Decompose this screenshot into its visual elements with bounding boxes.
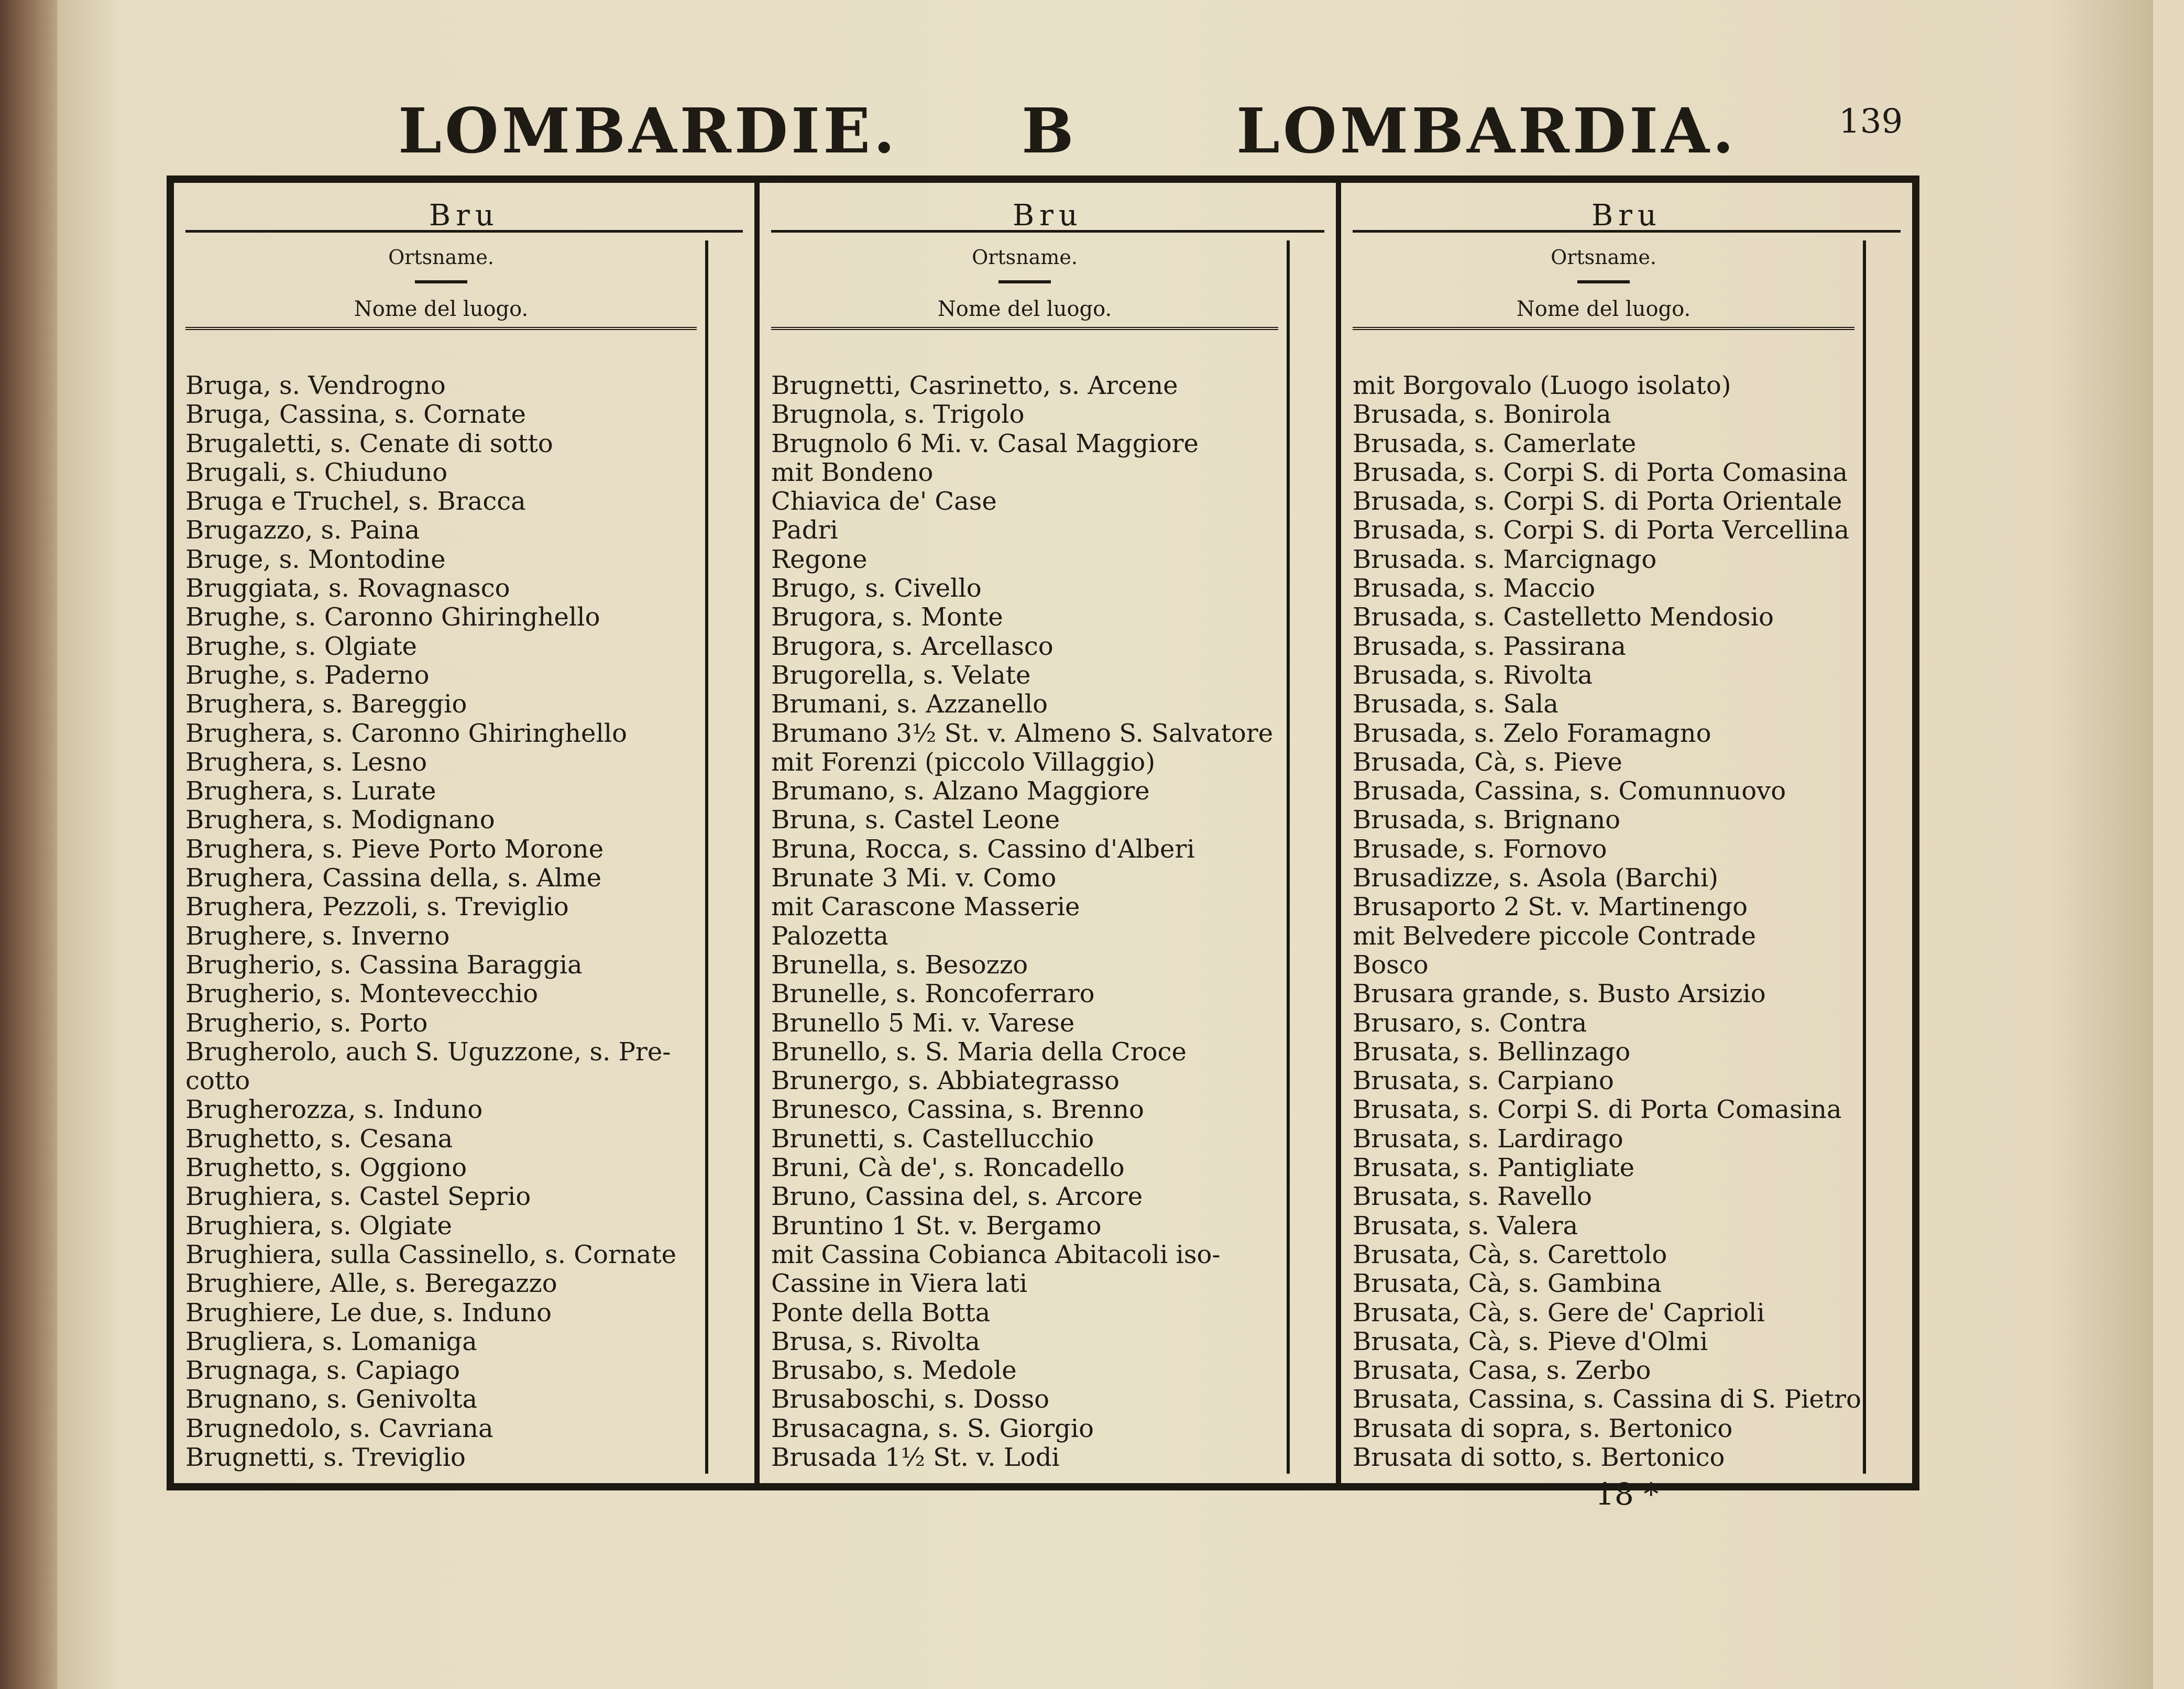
- list-item: mit Belvedere piccole Contrade: [1353, 921, 1756, 951]
- list-item: Brusada, s. Castelletto Mendosio: [1353, 602, 1774, 632]
- list-item: Brughera, Pezzoli, s. Treviglio: [185, 892, 569, 922]
- list-item: Padri: [771, 516, 838, 545]
- list-item: Brusata, Cassina, s. Cassina di S. Pietro: [1353, 1385, 1861, 1414]
- nome-label: Nome del luogo.: [937, 297, 1112, 321]
- list-item: Brughera, s. Pieve Porto Morone: [185, 834, 604, 864]
- list-item: Brusata, s. Valera: [1353, 1211, 1578, 1241]
- list-item: Brughiera, s. Olgiate: [185, 1211, 452, 1241]
- list-item: Brughe, s. Paderno: [185, 660, 430, 690]
- list-item: Bruga, Cassina, s. Cornate: [185, 400, 526, 430]
- list-item: Brughe, s. Olgiate: [185, 631, 417, 661]
- list-item: mit Carascone Masserie: [771, 892, 1080, 922]
- list-item: Brusata, s. Lardirago: [1353, 1124, 1623, 1154]
- list-item: Brusade, s. Fornovo: [1353, 834, 1607, 864]
- list-item: Brumano, s. Alzano Maggiore: [771, 776, 1150, 806]
- list-item: Bruna, s. Castel Leone: [771, 805, 1060, 835]
- list-item: Brusaboschi, s. Dosso: [771, 1385, 1049, 1414]
- list-item: Brugherozza, s. Induno: [185, 1095, 483, 1125]
- column-subhead: [1353, 240, 1854, 330]
- list-item: Brusaro, s. Contra: [1353, 1008, 1587, 1038]
- list-item: Brusata, Cà, s. Pieve d'Olmi: [1353, 1326, 1708, 1356]
- list-item: Brusada, s. Rivolta: [1353, 660, 1593, 690]
- list-item: Brusada, s. Camerlate: [1353, 429, 1637, 458]
- list-item: Brughera, s. Modignano: [185, 805, 495, 835]
- list-item: Bruga, s. Vendrogno: [185, 371, 446, 400]
- ortsname-label: Ortsname.: [388, 246, 494, 269]
- list-item: Cassine in Viera lati: [771, 1269, 1028, 1299]
- list-item: Brusa, s. Rivolta: [771, 1326, 980, 1356]
- list-item: Brunello, s. S. Maria della Croce: [771, 1037, 1187, 1067]
- list-item: Brusada, Cassina, s. Comunnuovo: [1353, 776, 1786, 806]
- list-item: Brugnetti, Casrinetto, s. Arcene: [771, 371, 1178, 400]
- column-2: [754, 183, 1336, 1483]
- nome-label: Nome del luogo.: [354, 297, 529, 321]
- list-item: cotto: [185, 1066, 250, 1096]
- list-item: Brusata, s. Corpi S. di Porta Comasina: [1353, 1095, 1842, 1125]
- list-item: Brusada, s. Bonirola: [1353, 400, 1611, 430]
- header-letter: B: [1022, 94, 1077, 167]
- list-item: Brusata, s. Bellinzago: [1353, 1037, 1631, 1067]
- list-item: Brumano 3½ St. v. Almeno S. Salvatore: [771, 718, 1274, 748]
- list-item: Bruge, s. Montodine: [185, 544, 446, 574]
- list-item: Brusara grande, s. Busto Arsizio: [1353, 979, 1766, 1009]
- column-3: [1336, 183, 1912, 1483]
- list-item: mit Cassina Cobianca Abitacoli iso-: [771, 1240, 1221, 1269]
- column-head: Bru: [185, 199, 743, 233]
- list-item: Brughiere, Alle, s. Beregazzo: [185, 1269, 557, 1299]
- ortsname-label: Ortsname.: [972, 246, 1078, 269]
- list-item: Brugnaga, s. Capiago: [185, 1356, 460, 1386]
- column-1: [174, 183, 754, 1483]
- list-item: Brusata di sotto, s. Bertonico: [1353, 1442, 1725, 1472]
- entry-list: [1353, 371, 1901, 1472]
- list-item: Brugazzo, s. Paina: [185, 516, 420, 545]
- list-item: Regone: [771, 544, 868, 574]
- list-item: Brugnano, s. Genivolta: [185, 1385, 478, 1414]
- header-left-title: LOMBARDIE.: [398, 94, 898, 167]
- list-item: Brunesco, Cassina, s. Brenno: [771, 1095, 1144, 1125]
- list-item: Brugnola, s. Trigolo: [771, 400, 1025, 430]
- list-item: Brughiera, s. Castel Seprio: [185, 1182, 531, 1212]
- list-item: Brughetto, s. Oggiono: [185, 1153, 467, 1183]
- list-item: Brugherio, s. Cassina Baraggia: [185, 950, 583, 980]
- list-item: Bruna, Rocca, s. Cassino d'Alberi: [771, 834, 1195, 864]
- list-item: Brusacagna, s. S. Giorgio: [771, 1413, 1094, 1443]
- list-item: Brusata, Cà, s. Gambina: [1353, 1269, 1662, 1299]
- list-item: Brusada, s. Corpi S. di Porta Orientale: [1353, 487, 1842, 517]
- list-item: Ponte della Botta: [771, 1298, 991, 1328]
- list-item: Brughere, s. Inverno: [185, 921, 450, 951]
- list-item: Brusabo, s. Medole: [771, 1356, 1017, 1386]
- list-item: Brusata, Casa, s. Zerbo: [1353, 1356, 1651, 1386]
- header-right-title: LOMBARDIA.: [1236, 94, 1737, 167]
- table-frame: [167, 176, 1919, 1490]
- column-head: Bru: [1353, 199, 1901, 233]
- signature-mark: 18 *: [1595, 1476, 1659, 1512]
- list-item: Palozetta: [771, 921, 888, 951]
- list-item: Brugliera, s. Lomaniga: [185, 1326, 477, 1356]
- list-item: mit Borgovalo (Luogo isolato): [1353, 371, 1731, 400]
- list-item: Brusada, s. Brignano: [1353, 805, 1621, 835]
- list-item: Brunergo, s. Abbiategrasso: [771, 1066, 1120, 1096]
- list-item: Brughera, s. Lurate: [185, 776, 436, 806]
- list-item: Brugo, s. Civello: [771, 574, 982, 604]
- list-item: Brughiere, Le due, s. Induno: [185, 1298, 552, 1328]
- list-item: Brusata di sopra, s. Bertonico: [1353, 1413, 1733, 1443]
- list-item: Brunelle, s. Roncoferraro: [771, 979, 1095, 1009]
- book-binding: [0, 0, 65, 1689]
- list-item: Brumani, s. Azzanello: [771, 689, 1048, 719]
- subhead-rule: [415, 280, 467, 283]
- list-item: Brusada, s. Sala: [1353, 689, 1559, 719]
- list-item: Brusata, s. Carpiano: [1353, 1066, 1614, 1096]
- list-item: Brughera, s. Caronno Ghiringhello: [185, 718, 628, 748]
- list-item: Brusada, Cà, s. Pieve: [1353, 747, 1622, 777]
- list-item: Brughiera, sulla Cassinello, s. Cornate: [185, 1240, 677, 1269]
- list-item: Brugnedolo, s. Cavriana: [185, 1413, 493, 1443]
- column-subhead: [185, 240, 697, 330]
- list-item: Brunate 3 Mi. v. Como: [771, 863, 1057, 893]
- nome-label: Nome del luogo.: [1516, 297, 1691, 321]
- list-item: Brugali, s. Chiuduno: [185, 457, 448, 487]
- list-item: Brusada. s. Marcignago: [1353, 544, 1657, 574]
- list-item: Brusada, s. Corpi S. di Porta Comasina: [1353, 457, 1848, 487]
- list-item: Brugherio, s. Porto: [185, 1008, 428, 1038]
- ortsname-label: Ortsname.: [1551, 246, 1656, 269]
- subhead-rule: [1577, 280, 1630, 283]
- list-item: Brusada, s. Zelo Foramagno: [1353, 718, 1711, 748]
- entry-list: [185, 371, 743, 1472]
- list-item: Brusada, s. Maccio: [1353, 574, 1596, 604]
- list-item: Brusaporto 2 St. v. Martinengo: [1353, 892, 1748, 922]
- list-item: Brughera, Cassina della, s. Alme: [185, 863, 602, 893]
- list-item: Brugherolo, auch S. Uguzzone, s. Pre-: [185, 1037, 671, 1067]
- list-item: Brugnetti, s. Treviglio: [185, 1442, 466, 1472]
- list-item: Brusada 1½ St. v. Lodi: [771, 1442, 1060, 1472]
- list-item: mit Bondeno: [771, 457, 934, 487]
- list-item: Bruntino 1 St. v. Bergamo: [771, 1211, 1102, 1241]
- list-item: Brusada, s. Passirana: [1353, 631, 1626, 661]
- list-item: Brunetti, s. Castellucchio: [771, 1124, 1094, 1154]
- column-subhead: [771, 240, 1278, 330]
- page-number: 139: [1839, 102, 1903, 141]
- subhead-rule: [998, 280, 1051, 283]
- list-item: Brugnolo 6 Mi. v. Casal Maggiore: [771, 429, 1199, 458]
- list-item: Brugora, s. Monte: [771, 602, 1003, 632]
- list-item: Bruno, Cassina del, s. Arcore: [771, 1182, 1143, 1212]
- list-item: Brunello 5 Mi. v. Varese: [771, 1008, 1075, 1038]
- list-item: Bruggiata, s. Rovagnasco: [185, 574, 510, 604]
- list-item: Brusadizze, s. Asola (Barchi): [1353, 863, 1718, 893]
- list-item: Brugaletti, s. Cenate di sotto: [185, 429, 553, 458]
- list-item: Brusata, Cà, s. Carettolo: [1353, 1240, 1667, 1269]
- list-item: Bosco: [1353, 950, 1429, 980]
- list-item: Brusata, s. Ravello: [1353, 1182, 1592, 1212]
- entry-list: [771, 371, 1324, 1472]
- list-item: Brugherio, s. Montevecchio: [185, 979, 539, 1009]
- list-item: Brughera, s. Bareggio: [185, 689, 467, 719]
- list-item: Brugorella, s. Velate: [771, 660, 1031, 690]
- list-item: Brunella, s. Besozzo: [771, 950, 1028, 980]
- list-item: Bruni, Cà de', s. Roncadello: [771, 1153, 1125, 1183]
- list-item: Brusata, Cà, s. Gere de' Caprioli: [1353, 1298, 1765, 1328]
- column-head: Bru: [771, 199, 1324, 233]
- list-item: mit Forenzi (piccolo Villaggio): [771, 747, 1156, 777]
- list-item: Brughera, s. Lesno: [185, 747, 427, 777]
- list-item: Brusata, s. Pantigliate: [1353, 1153, 1635, 1183]
- list-item: Brughetto, s. Cesana: [185, 1124, 453, 1154]
- list-item: Brughe, s. Caronno Ghiringhello: [185, 602, 600, 632]
- list-item: Brusada, s. Corpi S. di Porta Vercellina: [1353, 516, 1850, 545]
- list-item: Bruga e Truchel, s. Bracca: [185, 487, 526, 517]
- list-item: Chiavica de' Case: [771, 487, 997, 517]
- list-item: Brugora, s. Arcellasco: [771, 631, 1053, 661]
